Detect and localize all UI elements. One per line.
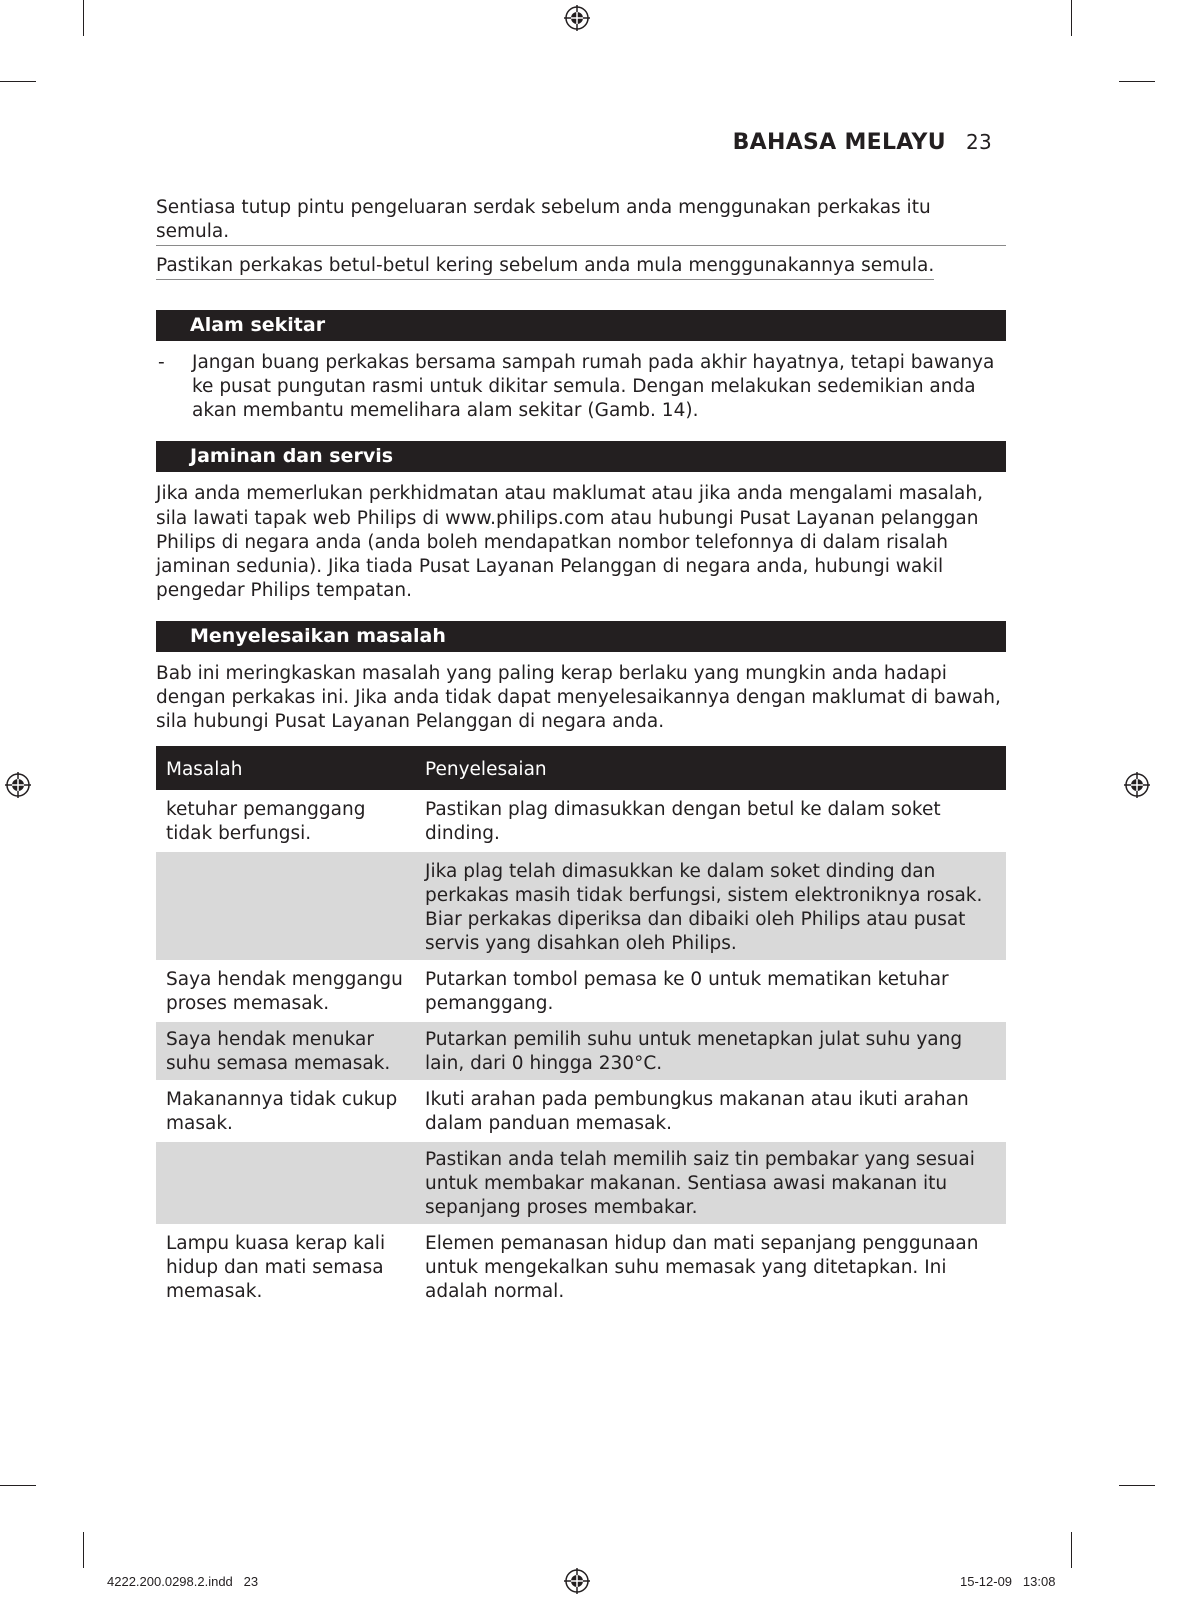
footer-timestamp: [960, 1574, 1055, 1589]
crop-mark: [83, 0, 84, 36]
registration-mark-icon: [1124, 772, 1150, 798]
guarantee-paragraph: [156, 482, 1006, 603]
table-row: [156, 962, 1006, 1020]
crop-mark: [1071, 0, 1072, 36]
solution-cell: Putarkan tombol pemasa ke 0 untuk mematikan ketuhar pemanggang.: [425, 969, 949, 1014]
solution-cell: Pastikan anda telah memilih saiz tin pembakar yang sesuai untuk membakar makanan. Sentiasa awasi makanan itu sepanjang proses membakar.: [415, 1142, 1006, 1224]
solution-cell: Putarkan pemilih suhu untuk menetapkan julat suhu yang lain, dari 0 hingga 230°C.: [415, 1022, 1006, 1080]
problem-cell: Lampu kuasa kerap kali hidup dan mati semasa memasak.: [166, 1233, 386, 1302]
table-row: [156, 852, 1006, 960]
bullet-item: [156, 351, 1006, 423]
table-row: [156, 1226, 1006, 1308]
problem-cell: Saya hendak menukar suhu semasa memasak.: [156, 1022, 415, 1080]
crop-mark: [1071, 1532, 1072, 1568]
column-header-problem: Masalah: [156, 746, 415, 790]
registration-mark-icon: [564, 1568, 590, 1594]
table-row: [156, 792, 1006, 850]
note-list: [156, 196, 1006, 288]
note-line: Sentiasa tutup pintu pengeluaran serdak sebelum anda menggunakan perkakas itu semula.: [156, 196, 1006, 246]
footer-file-info: 4222.200.0298.2.indd 23: [107, 1574, 259, 1589]
problem-cell: ketuhar pemanggang tidak berfungsi.: [166, 799, 366, 844]
page-content: [156, 196, 1006, 1310]
running-header: [733, 130, 992, 155]
footer-time: 13:08: [1022, 1574, 1056, 1589]
crop-mark: [1119, 1485, 1155, 1486]
crop-mark: [1119, 81, 1155, 82]
solution-cell: Ikuti arahan pada pembungkus makanan atau ikuti arahan dalam panduan memasak.: [425, 1089, 969, 1134]
crop-mark: [0, 81, 36, 82]
troubleshooting-table: [156, 744, 1006, 1310]
troubleshooting-intro: Bab ini meringkaskan masalah yang paling kerap berlaku yang mungkin anda hadapi dengan perkakas ini. Jika anda tidak dapat menyelesaikannya dengan maklumat di bawah, sila hubungi Pusat Layanan Pelanggan di negara anda.: [156, 663, 1001, 732]
philips-website-link[interactable]: www.philips.com: [445, 507, 605, 529]
note-line: Pastikan perkakas betul-betul kering sebelum anda mula menggunakannya semula.: [156, 254, 934, 280]
problem-cell: Saya hendak menggangu proses memasak.: [166, 969, 403, 1014]
solution-cell: Jika plag telah dimasukkan ke dalam soket dinding dan perkakas masih tidak berfungsi, sistem elektroniknya rosak. Biar perkakas diperiksa dan dibaiki oleh Philips atau pusat servis yang disahkan oleh Philips.: [415, 852, 1006, 960]
bullet-marker: -: [158, 352, 165, 373]
guarantee-text-end: atau hubungi Pusat Layanan pelanggan Philips di negara anda (anda boleh mendapatkan nombor telefonnya di dalam risalah jaminan sedunia). Jika tiada Pusat Layanan Pelanggan di negara anda, hubungi wakil pengedar Philips tempatan.: [156, 508, 979, 601]
registration-mark-icon: [564, 5, 590, 31]
problem-cell: Makanannya tidak cukup masak.: [166, 1089, 398, 1134]
section-heading-troubleshooting: Menyelesaikan masalah: [156, 621, 1006, 652]
column-header-solution: Penyelesaian: [415, 746, 1006, 790]
table-row: [156, 1022, 1006, 1080]
section-heading-guarantee: Jaminan dan servis: [156, 441, 1006, 472]
crop-mark: [0, 1485, 36, 1486]
table-row: [156, 1082, 1006, 1140]
registration-mark-icon: [5, 772, 31, 798]
bullet-text: Jangan buang perkakas bersama sampah rumah pada akhir hayatnya, tetapi bawanya ke pusat pungutan rasmi untuk dikitar semula. Dengan melakukan sedemikian anda akan membantu memelihara alam sekitar (Gamb. 14).: [192, 352, 995, 421]
language-title: BAHASA MELAYU: [732, 130, 946, 155]
crop-mark: [83, 1532, 84, 1568]
solution-cell: Pastikan plag dimasukkan dengan betul ke dalam soket dinding.: [425, 799, 941, 844]
problem-cell: [156, 1142, 415, 1224]
section-heading-environment: Alam sekitar: [156, 310, 1006, 341]
page-number: 23: [965, 130, 992, 154]
guarantee-text-start: Jika anda memerlukan perkhidmatan atau maklumat atau jika anda mengalami masalah, sila lawati tapak web Philips di: [156, 483, 983, 529]
footer-date: 15-12-09: [960, 1574, 1013, 1589]
solution-cell: Elemen pemanasan hidup dan mati sepanjang penggunaan untuk mengekalkan suhu memasak yang ditetapkan. Ini adalah normal.: [425, 1233, 979, 1302]
table-header-row: [156, 746, 1006, 790]
problem-cell: [156, 852, 415, 960]
table-row: [156, 1142, 1006, 1224]
